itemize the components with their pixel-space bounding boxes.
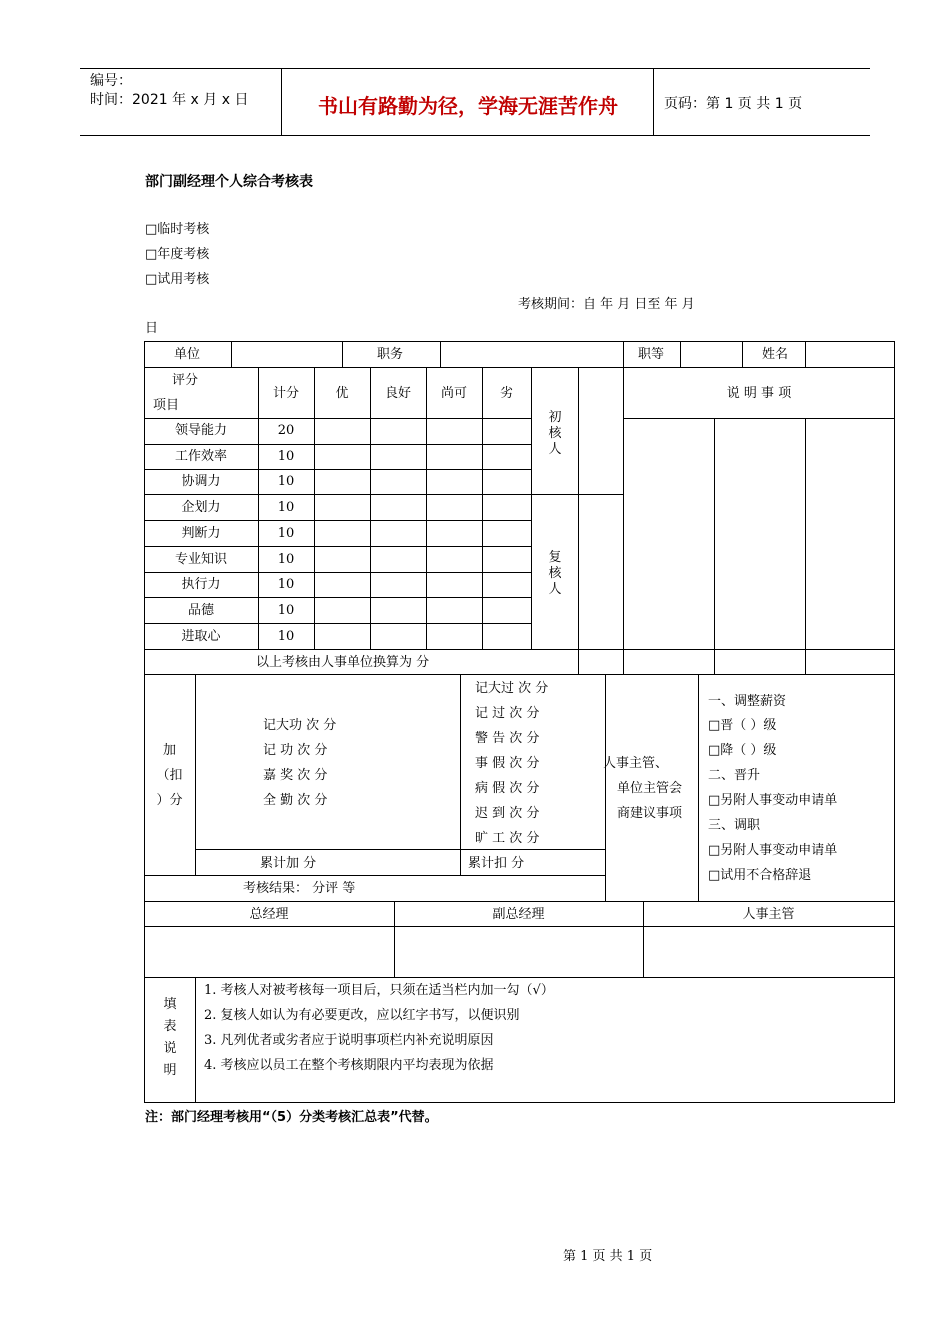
- signer-gm: 总经理: [249, 907, 289, 922]
- header-points: 计分: [272, 386, 299, 401]
- motto: 书山有路勤为径，学海无涯苦作舟: [318, 94, 618, 118]
- item-name: 领导能力: [174, 423, 227, 438]
- grade-label: 职等: [638, 347, 665, 362]
- bonus-item: 嘉 奖 次 分: [263, 768, 328, 783]
- item-name: 进取心: [181, 629, 221, 644]
- header-score: 评分: [172, 373, 199, 388]
- checkbox-annual[interactable]: □年度考核: [145, 247, 210, 262]
- result-label: 考核结果： 分评 等: [243, 881, 356, 896]
- unit-label: 单位: [174, 347, 201, 362]
- duty-label: 职务: [377, 347, 404, 362]
- instructions-label: 填表说明: [163, 997, 177, 1078]
- signer-hr: 人事主管: [742, 907, 795, 922]
- item-name: 执行力: [181, 577, 221, 592]
- deduct-item: 迟 到 次 分: [475, 806, 540, 821]
- checkbox-promotion-form[interactable]: □另附人事变动申请单: [708, 793, 838, 808]
- item-points: 10: [277, 526, 295, 541]
- header-fair: 尚可: [440, 386, 467, 401]
- header-poor: 劣: [499, 386, 513, 401]
- hr-suggest-line1: 人事主管、: [603, 756, 669, 771]
- checkbox-probation[interactable]: □试用考核: [145, 272, 210, 287]
- name-label: 姓名: [762, 347, 789, 362]
- action-item: 三、调职: [708, 818, 761, 833]
- instruction-line: 2. 复核人如认为有必要更改，应以红字书写，以便识别: [204, 1008, 520, 1023]
- item-points: 10: [277, 552, 295, 567]
- item-name: 企划力: [181, 500, 221, 515]
- item-name: 判断力: [181, 526, 221, 541]
- page-label: 页码：第 1 页 共 1 页: [664, 96, 803, 112]
- item-points: 10: [277, 603, 295, 618]
- second-reviewer-label: 复核人: [548, 550, 562, 597]
- deduct-item: 警 告 次 分: [475, 731, 540, 746]
- conversion-label: 以上考核由人事单位换算为 分: [256, 655, 430, 670]
- checkbox-promote-grade[interactable]: □晋（ ）级: [708, 718, 777, 733]
- header-item: 项目: [153, 398, 180, 413]
- bonus-item: 全 勤 次 分: [263, 793, 328, 808]
- item-points: 10: [277, 449, 295, 464]
- checkbox-probation-fail[interactable]: □试用不合格辞退: [708, 868, 812, 883]
- header-good: 良好: [384, 386, 411, 401]
- first-reviewer-label: 初核人: [548, 410, 562, 457]
- footnote: 注：部门经理考核用“（5）分类考核汇总表”代替。: [145, 1110, 438, 1125]
- item-points: 10: [277, 629, 295, 644]
- item-points: 10: [277, 577, 295, 592]
- time-label: 时间：2021 年 x 月 x 日: [90, 92, 249, 108]
- instruction-line: 4. 考核应以员工在整个考核期限内平均表现为依据: [204, 1058, 494, 1073]
- deduct-item: 病 假 次 分: [475, 781, 540, 796]
- bonus-total: 累计加 分: [260, 856, 317, 871]
- bonus-label-line3: ）分: [156, 793, 183, 808]
- item-name: 工作效率: [174, 449, 227, 464]
- header-excellent: 优: [335, 386, 349, 401]
- item-points: 10: [277, 474, 295, 489]
- instruction-line: 1. 考核人对被考核每一项目后，只须在适当栏内加一勾（√）: [204, 983, 554, 998]
- instruction-line: 3. 凡列优者或劣者应于说明事项栏内补充说明原因: [204, 1033, 494, 1048]
- hr-suggest-line2: 单位主管会: [617, 781, 683, 796]
- hr-suggest-line3: 商建议事项: [617, 806, 683, 821]
- bonus-label-line2: （扣: [156, 768, 183, 783]
- item-name: 专业知识: [174, 552, 227, 567]
- checkbox-transfer-form[interactable]: □另附人事变动申请单: [708, 843, 838, 858]
- signer-deputy-gm: 副总经理: [492, 907, 545, 922]
- bonus-label-line1: 加: [162, 743, 176, 758]
- checkbox-temporary[interactable]: □临时考核: [145, 222, 210, 237]
- action-item: 一、调整薪资: [708, 694, 787, 709]
- checkbox-demote-grade[interactable]: □降（ ）级: [708, 743, 777, 758]
- item-name: 协调力: [181, 474, 221, 489]
- bonus-item: 记大功 次 分: [263, 718, 337, 733]
- item-name: 品德: [187, 603, 214, 618]
- bonus-item: 记 功 次 分: [263, 743, 328, 758]
- deduct-item: 事 假 次 分: [475, 756, 540, 771]
- item-points: 10: [277, 500, 295, 515]
- deduct-item: 记大过 次 分: [475, 681, 549, 696]
- deduct-total: 累计扣 分: [468, 856, 525, 871]
- item-points: 20: [277, 423, 295, 438]
- page-footer: 第 1 页 共 1 页: [563, 1249, 653, 1264]
- period-label: 考核期间：自 年 月 日至 年 月: [518, 297, 695, 312]
- form-title: 部门副经理个人综合考核表: [145, 174, 313, 190]
- header-explain: 说 明 事 项: [726, 386, 792, 401]
- number-label: 编号：: [90, 73, 132, 89]
- deduct-item: 记 过 次 分: [475, 706, 540, 721]
- deduct-item: 旷 工 次 分: [475, 831, 540, 846]
- period-day: 日: [145, 321, 159, 336]
- action-item: 二、晋升: [708, 768, 761, 783]
